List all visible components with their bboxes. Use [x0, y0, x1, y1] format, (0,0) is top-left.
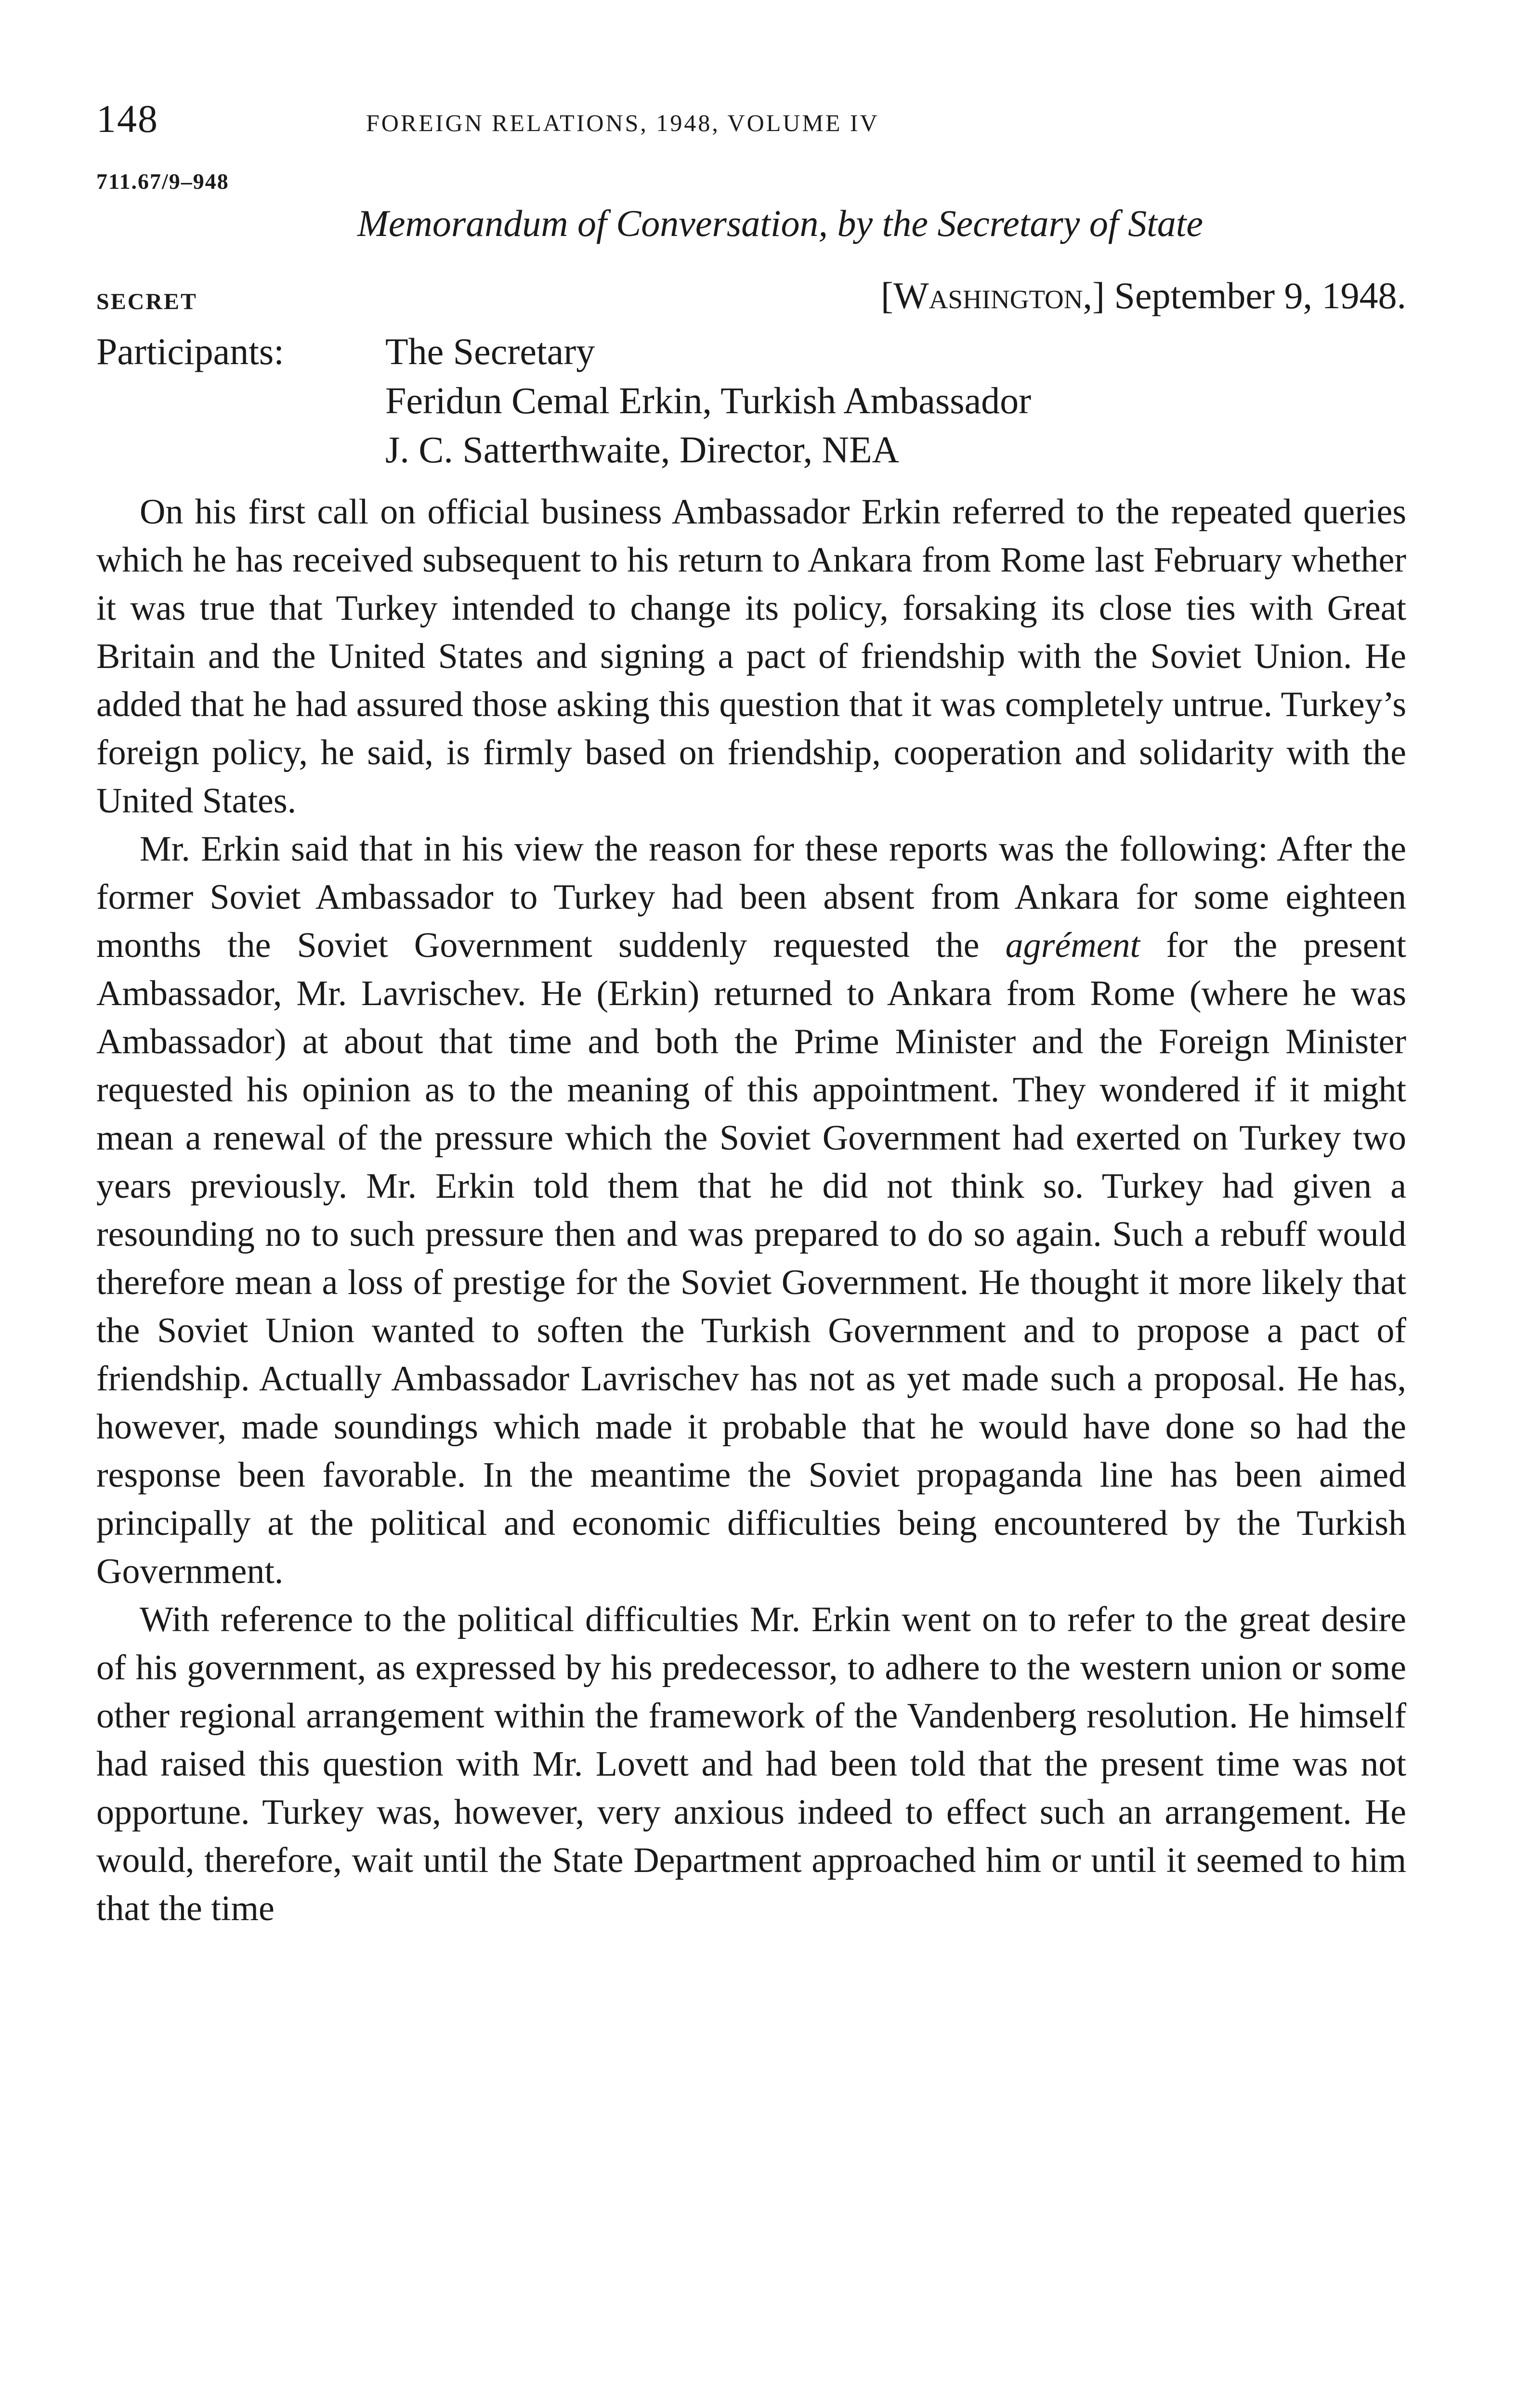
dateline-place: Washington: [893, 275, 1083, 316]
paragraph-3: With reference to the political difficulties Mr. Erkin went on to refer to the great desire of his government, as expressed by his predecessor, to adhere to the western union or some other regional arrangement within the framework of the Vandenberg resolution. He himself had raised this question with Mr. Lovett and had been told that the present time was not opportune. Turkey was, however, very anxious indeed to effect such an arrangement. He would, therefore, wait until the State Department approached him or until it seemed to him that the time: [96, 1600, 1406, 1928]
participant-name: Feridun Cemal Erkin, Turkish Ambassador: [385, 380, 1032, 421]
running-head: [96, 96, 1406, 164]
dateline-bracket: [: [881, 275, 894, 316]
page-content: [96, 96, 1406, 1933]
participant-name: The Secretary: [385, 330, 595, 372]
page-number: 148: [96, 97, 158, 141]
classification-row: [96, 274, 1406, 327]
participants-label: Participants:: [96, 330, 284, 372]
participants-block: [96, 327, 1406, 474]
file-number: 711.67/9–948: [96, 169, 229, 194]
paragraph-1: On his first call on official business Ambassador Erkin referred to the repeated queries which he has received subsequent to his return to Ankara from Rome last February whether it was true that Turkey intended to change its policy, forsaking its close ties with Great Britain and the United States and signing a pact of friendship with the Soviet Union. He added that he had assured those asking this question that it was completely untrue. Turkey’s foreign policy, he said, is firmly based on friendship, cooperation and solidarity with the United States.: [96, 492, 1406, 821]
document-title: Memorandum of Conversation, by the Secretary of State: [357, 202, 1204, 244]
classification-label: SECRET: [96, 289, 198, 314]
paragraph-2-part-1: Mr. Erkin said that in his view the reason for these reports was the following: After the former Soviet Ambassador to Turkey had been absent from Ankara for some eighteen months the Soviet Government suddenly requested the: [96, 829, 1406, 965]
running-title: FOREIGN RELATIONS, 1948, VOLUME IV: [366, 109, 879, 136]
participants-list: [385, 327, 1406, 474]
memorandum-body: [96, 488, 1406, 1933]
italic-term: agrément: [1005, 926, 1140, 965]
paragraph-2: [96, 825, 1406, 1596]
dateline-date: ,] September 9, 1948.: [1083, 275, 1406, 316]
participant-name: J. C. Satterthwaite, Director, NEA: [385, 429, 899, 471]
paragraph-2-part-2: for the present Ambassador, Mr. Lavrischev. He (Erkin) returned to Ankara from Rome (where he was Ambassador) at about that time and both the Prime Minister and the Foreign Minister requested his opinion as to the meaning of this appointment. They wondered if it might mean a renewal of the pressure which the Soviet Government had exerted on Turkey two years previously. Mr. Erkin told them that he did not think so. Turkey had given a resounding no to such pressure then and was prepared to do so again. Such a rebuff would therefore mean a loss of prestige for the Soviet Government. He thought it more likely that the Soviet Union wanted to soften the Turkish Government and to propose a pact of friendship. Actually Ambassador Lavrischev has not as yet made such a proposal. He has, however, made soundings which made it probable that he would have done so had the response been favorable. In the meantime the Soviet propaganda line has been aimed principally at the political and economic difficulties being encountered by the Turkish Government.: [96, 926, 1406, 1591]
dateline: [881, 274, 1406, 317]
